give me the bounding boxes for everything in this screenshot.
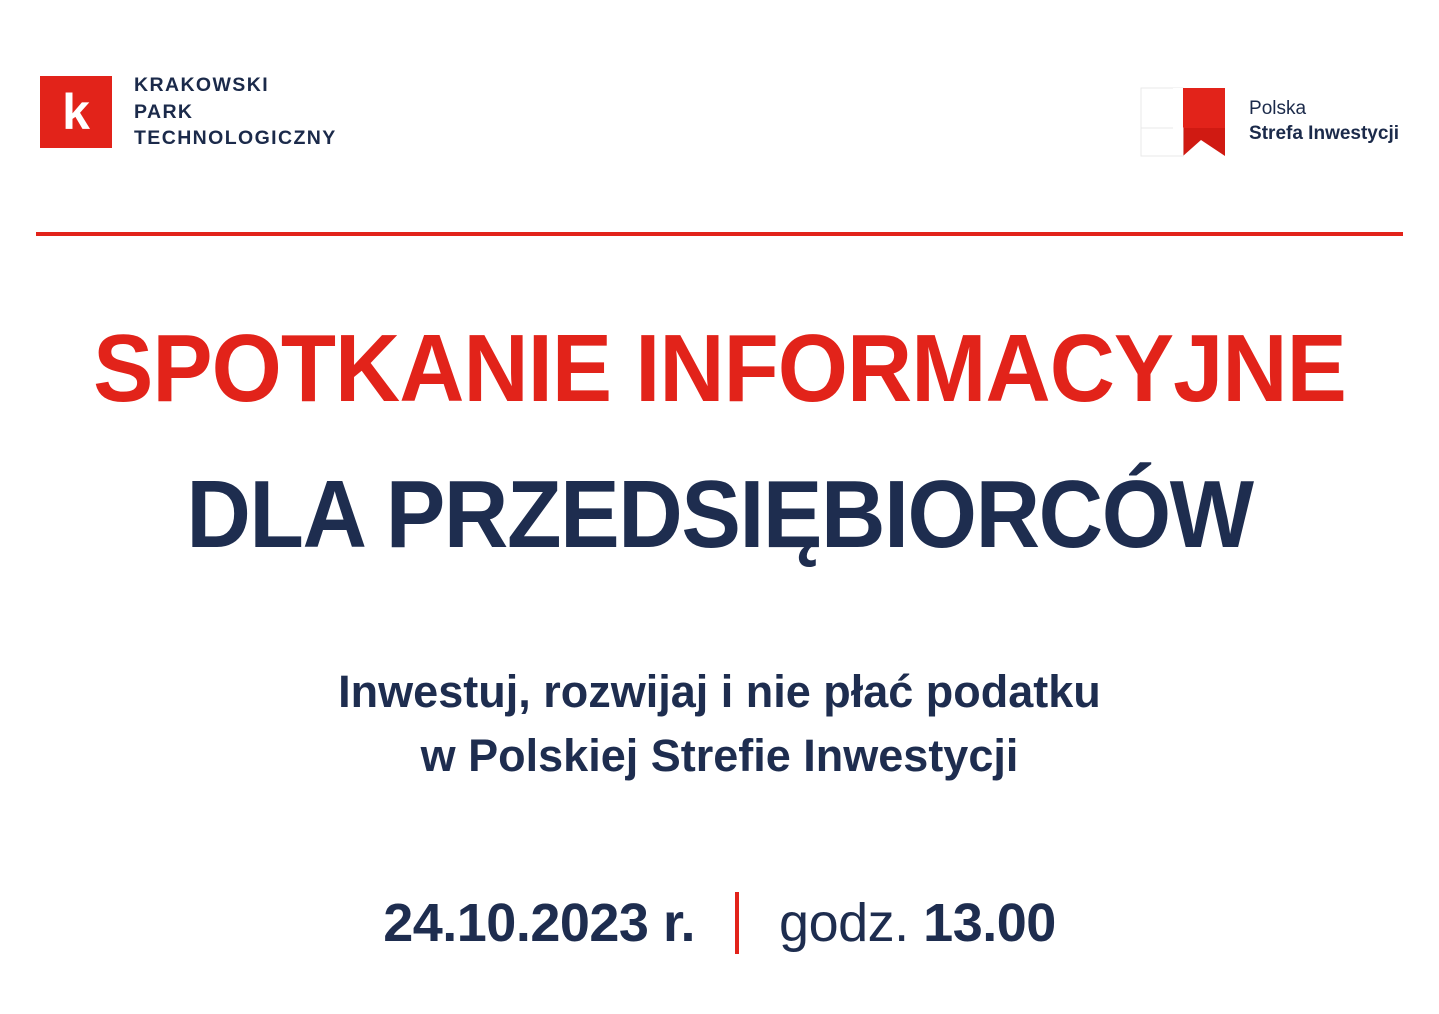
kpt-logo-letter: k (62, 83, 90, 140)
psi-logo-wordmark (1249, 96, 1399, 146)
krakowski-park-technologiczny-logo (40, 72, 337, 152)
title-block (0, 315, 1439, 568)
subtitle-line-1: Inwestuj, rozwijaj i nie płać podatku (338, 666, 1101, 717)
kpt-wordmark-line-1: KRAKOWSKI (134, 74, 270, 96)
event-datetime (0, 892, 1439, 954)
event-date-value: 24.10.2023 (383, 893, 649, 953)
psi-wordmark-line-1: Polska (1249, 98, 1307, 119)
header-divider (36, 232, 1403, 236)
polish-flag-mark-icon (1139, 82, 1231, 160)
subtitle-line-2: w Polskiej Strefie Inwestycji (420, 729, 1019, 781)
kpt-logo-mark-icon (40, 76, 112, 148)
event-time-value: 13.00 (923, 893, 1056, 953)
kpt-wordmark-line-2: PARK (134, 100, 194, 123)
kpt-wordmark-line-3: TECHNOLOGICZNY (134, 127, 337, 150)
psi-wordmark-line-2: Strefa Inwestycji (1249, 123, 1399, 145)
event-date-suffix: r. (662, 893, 696, 953)
event-time (779, 892, 1056, 954)
datetime-separator (735, 892, 739, 954)
polska-strefa-inwestycji-logo (1139, 82, 1399, 160)
header (40, 72, 1399, 182)
kpt-logo-wordmark (134, 72, 337, 152)
page-title-secondary: DLA PRZEDSIĘBIORCÓW (186, 460, 1253, 568)
page-title-primary: SPOTKANIE INFORMACYJNE (93, 315, 1346, 422)
event-time-label: godz. (779, 893, 909, 953)
event-date (383, 892, 695, 954)
page-subtitle (0, 660, 1439, 788)
